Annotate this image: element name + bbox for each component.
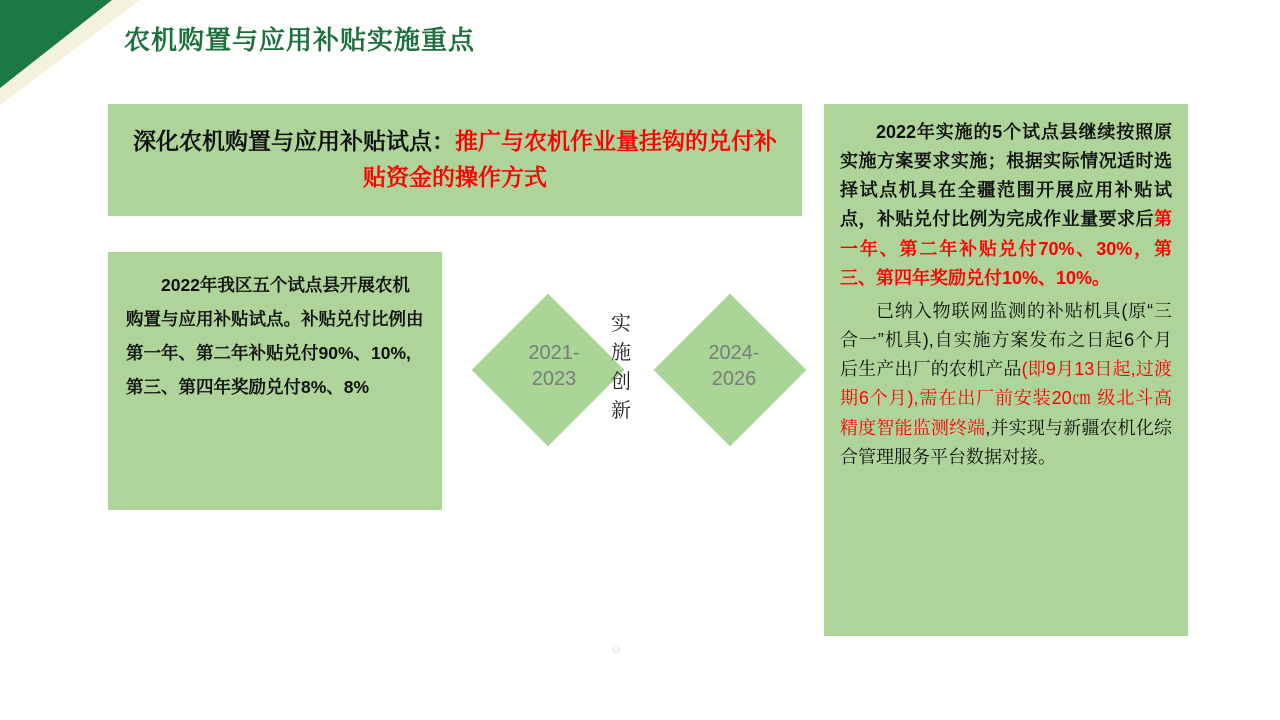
- banner-text: [124, 124, 786, 195]
- page-title: 农机购置与应用补贴实施重点: [124, 25, 476, 55]
- banner-box: [108, 104, 802, 216]
- timeline-center-label: 实施创新: [611, 313, 631, 422]
- right-p1-black-text: 2022年实施的5个试点县继续按照原实施方案要求实施；根据实际情况适时选择试点机具在全疆范围开展应用补贴试点，补贴兑付比例为完成作业量要求后: [840, 122, 1172, 230]
- corner-green-shape: [0, 0, 112, 88]
- watermark: o: [612, 640, 623, 657]
- corner-decoration: [0, 0, 140, 105]
- timeline-diamond-1-label: [494, 340, 614, 392]
- right-p1-red-text: 第一年、第二年补贴兑付70%、30%，第 三、第四年奖励兑付10%、10%。: [840, 209, 1172, 288]
- timeline-diamond-1-line2: 2023: [531, 368, 577, 390]
- right-content-box: [824, 104, 1188, 636]
- banner-highlight-text: 推广与农机作业量挂钩的兑付补贴资金的操作方式: [363, 128, 777, 190]
- timeline-diamond-2-line2: 2026: [711, 368, 757, 390]
- timeline-diamond-2-label: [674, 340, 794, 392]
- right-p2-red-text: (即9月13日起,过渡期6个月),需在出厂前安装20㎝ 级北斗高精度智能监测终端: [840, 359, 1172, 438]
- right-paragraph-1: [840, 118, 1172, 293]
- right-p2-black-text-a: 已纳入物联网监测的补贴机具(原“三合一”机具),自实施方案发布之日起6个月后生产出厂的农机产品: [840, 300, 1172, 380]
- right-paragraph-2: [840, 297, 1172, 472]
- left-content-box: [108, 252, 442, 510]
- banner-lead-text: 深化农机购置与应用补贴试点：: [133, 128, 455, 155]
- timeline-diamond-2-line1: 2024-: [708, 342, 760, 364]
- left-content-text: 2022年我区五个试点县开展农机购置与应用补贴试点。补贴兑付比例由第一年、第二年补贴兑付90%、10%,第三、第四年奖励兑付8%、8%: [126, 275, 424, 398]
- timeline-diamond-1-line1: 2021-: [528, 342, 580, 364]
- right-p2-black-text-b: ,并实现与新疆农机化综合管理服务平台数据对接。: [840, 417, 1173, 467]
